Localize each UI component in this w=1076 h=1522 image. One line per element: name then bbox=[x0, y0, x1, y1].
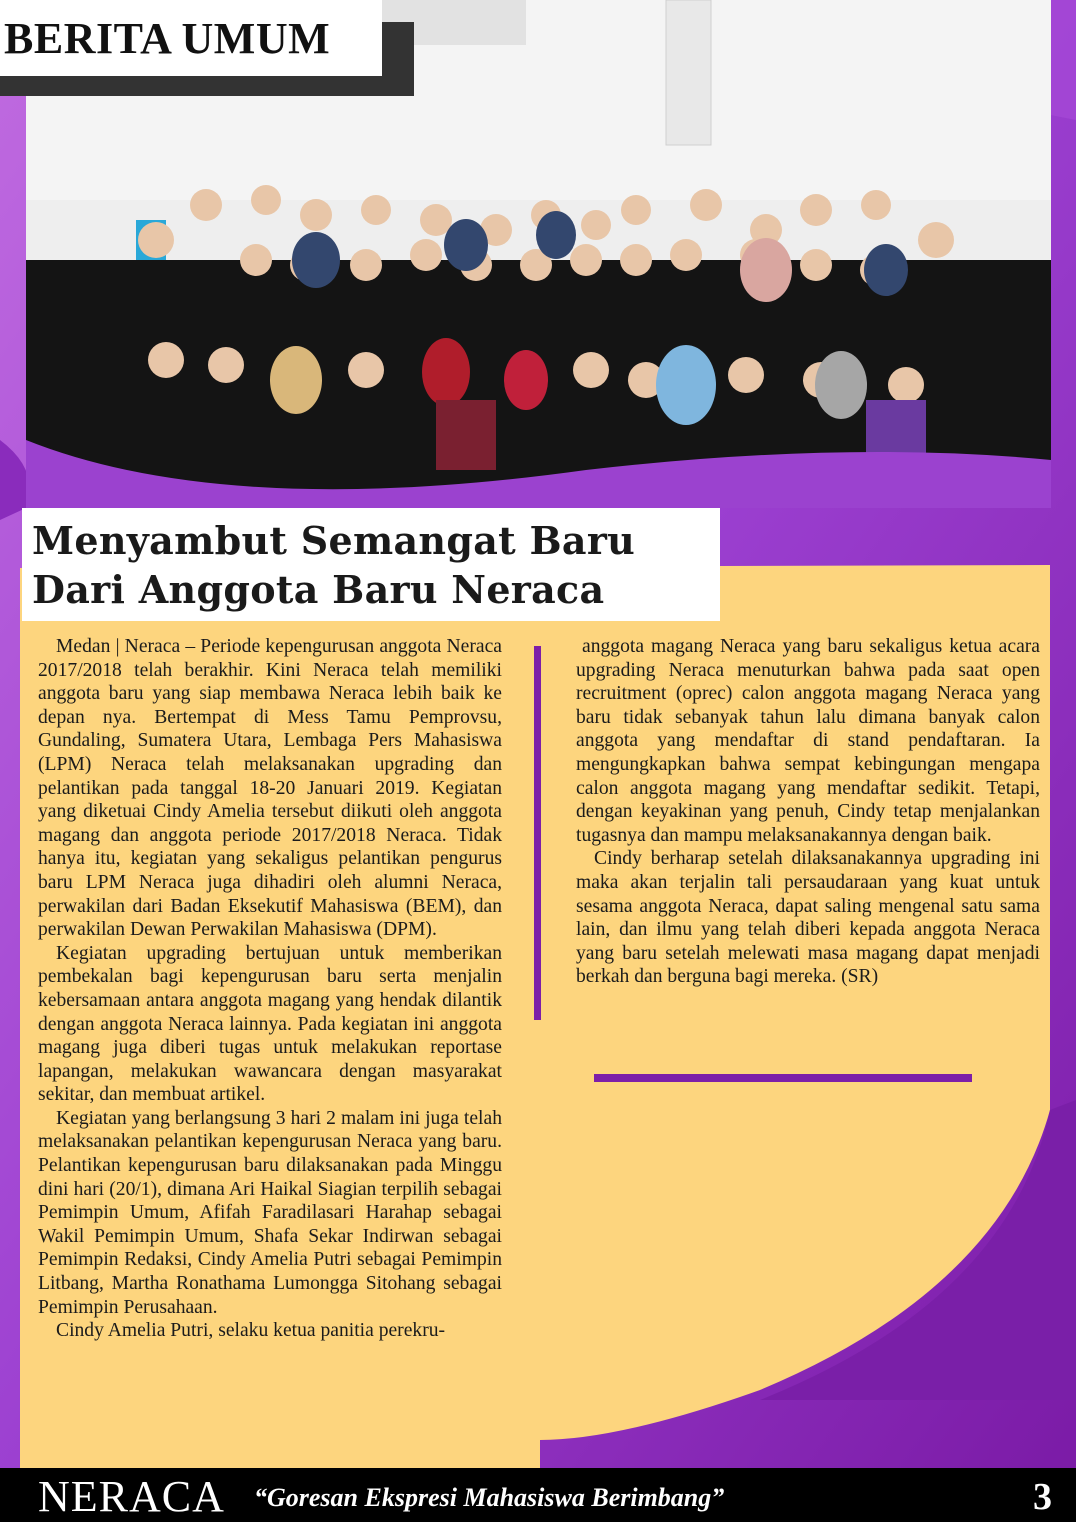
footer bbox=[0, 1468, 1076, 1522]
paragraph: Medan | Neraca – Periode kepengurusan anggota Neraca 2017/2018 telah berakhir. Kini Neraca telah memiliki anggota baru yang siap membawa Neraca lebih baik ke depan nya. Bertempat di Mess Tamu Pemprovsu, Gundaling, Sumatera Utara, Lembaga Pers Mahasiswa (LPM) Neraca telah melaksanakan upgrading dan pelantikan pada tanggal 18-20 Januari 2019. Kegiatan yang diketuai Cindy Amelia tersebut diikuti oleh anggota magang dan anggota periode 2017/2018 Neraca. Tidak hanya itu, kegiatan yang sekaligus pelantikan pengurus baru LPM Neraca juga dihadiri oleh alumni Neraca, perwakilan dari Badan Eksekutif Mahasiswa (BEM), dan perwakilan Dewan Perwakilan Mahasiswa (DPM). bbox=[38, 636, 502, 941]
paragraph: Cindy berharap setelah dilaksanakannya upgrading ini maka akan terjalin tali persaudaraan yang kuat untuk sesama anggota Neraca, dapat saling mengenal satu sama lain, dan ilmu yang telah diberi kepada anggota Neraca yang baru setelah melewati masa magang dapat menjadi berkah dan berguna bagi mereka. (SR) bbox=[576, 848, 1040, 988]
section-label: BERITA UMUM bbox=[0, 0, 382, 76]
paragraph: Kegiatan yang berlangsung 3 hari 2 malam ini juga telah melaksanakan pelantikan kepengurusan Neraca yang baru. Pelantikan kepengurusan baru dilaksanakan pada Minggu dini hari (20/1), dimana Ari Haikal Siagian terpilih sebagai Pemimpin Umum, Afifah Faradilasari Harahap sebagai Wakil Pemimpin Umum, Shafa Sekar Indirwan sebagai Pemimpin Redaksi, Cindy Amelia Putri sebagai Pemimpin Litbang, Martha Ronathama Lumongga Sitohang sebagai Pemimpin Perusahaan. bbox=[38, 1107, 502, 1318]
page-number: 3 bbox=[1033, 1476, 1052, 1518]
footer-brand: NERACA bbox=[38, 1472, 225, 1521]
paragraph: Kegiatan upgrading bertujuan untuk memberikan pembekalan bagi kepengurusan baru serta menjalin kebersamaan antara anggota magang yang hendak dilantik dengan anggota Neraca lainnya. Pada kegiatan ini anggota magang juga diberi tugas untuk melakukan reportase lapangan, melakukan wawancara dengan masyarakat sekitar, dan membuat artikel. bbox=[38, 942, 502, 1106]
headline-box bbox=[22, 508, 720, 621]
paragraph: Cindy Amelia Putri, selaku ketua panitia perekru- bbox=[56, 1320, 446, 1342]
column-divider bbox=[534, 646, 541, 1020]
article-end-rule bbox=[594, 1074, 972, 1082]
paragraph: anggota magang Neraca yang baru sekaligus ketua acara upgrading Neraca menuturkan bahwa pada saat open recruitment (oprec) calon anggota magang Neraca yang baru tidak sebanyak tahun lalu dimana banyak calon anggota yang mendaftar di stand pendaftaran. Ia mengungkapkan bahwa sempat kebingungan mengapa calon anggota magang yang mendaftar sedikit. Tetapi, dengan keyakinan yang penuh, Cindy tetap menjalankan tugasnya dan mampu melaksanakannya dengan baik. bbox=[576, 636, 1040, 846]
headline bbox=[32, 516, 720, 614]
headline-line-2: Dari Anggota Baru Neraca bbox=[32, 567, 605, 612]
headline-line-1: Menyambut Semangat Baru bbox=[32, 518, 636, 563]
footer-tagline: “Goresan Ekspresi Mahasiswa Berimbang” bbox=[254, 1483, 725, 1512]
article-column-left bbox=[38, 635, 502, 1343]
article-column-right bbox=[576, 635, 1040, 989]
